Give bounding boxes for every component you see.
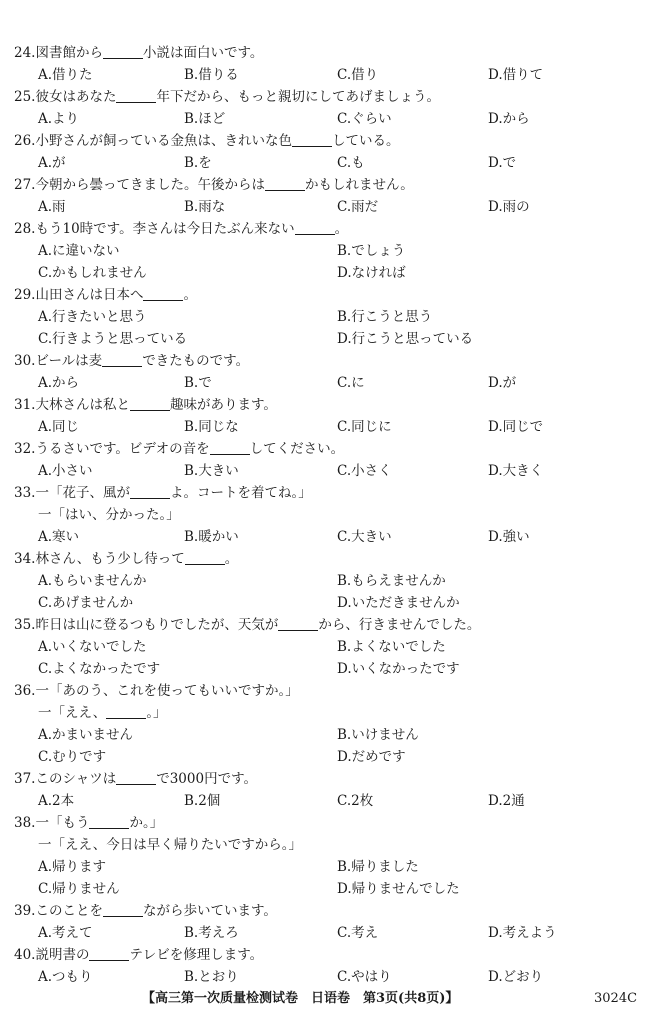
answer-blank: [130, 396, 170, 411]
answer-blank: [106, 704, 146, 719]
options-row: [14, 636, 614, 658]
question-33: [14, 482, 614, 548]
question-26: [14, 130, 614, 174]
question-stem: [14, 680, 614, 702]
option-c: C.むりです: [38, 749, 107, 765]
stem-text: 。: [334, 221, 349, 237]
question-stem: [14, 130, 614, 152]
option-c: C.やはり: [337, 969, 392, 985]
stem-text: もう10時です。李さんは今日たぶん来ない: [35, 221, 295, 237]
options-row: [14, 790, 614, 812]
footer-code: 3024C: [594, 991, 638, 1006]
option-d: D.行こうと思っている: [337, 331, 474, 347]
option-a: A.雨: [38, 199, 66, 215]
page-footer: [0, 988, 648, 1010]
options-row: [14, 152, 614, 174]
option-b: B.帰りました: [337, 859, 419, 875]
dialog-line: [14, 504, 614, 526]
options-row: [14, 108, 614, 130]
option-c: C.考え: [337, 925, 379, 941]
question-stem: [14, 614, 614, 636]
option-b: B.もらえませんか: [337, 573, 446, 589]
answer-blank: [185, 550, 225, 565]
question-stem: [14, 900, 614, 922]
option-b: B.考えろ: [184, 925, 239, 941]
option-a: A.2本: [38, 793, 75, 809]
options-row: [14, 746, 614, 768]
footer-title: 【高三第一次质量检测试卷 日语卷 第3页(共8页)】: [142, 991, 459, 1006]
stem-text: から、行きませんでした。: [318, 617, 481, 633]
question-stem: [14, 812, 614, 834]
option-d: D.2通: [488, 793, 525, 809]
option-b: B.で: [184, 375, 212, 391]
stem-text: してください。: [249, 441, 345, 457]
option-a: A.小さい: [38, 463, 93, 479]
option-b: B.暖かい: [184, 529, 239, 545]
stem-text: 小野さんが飼っている金魚は、きれいな色: [35, 133, 292, 149]
question-stem: [14, 438, 614, 460]
option-a: A.が: [38, 155, 66, 171]
stem-text: 山田さんは日本へ: [35, 287, 144, 303]
question-stem: [14, 350, 614, 372]
question-number: 40.: [14, 947, 36, 963]
dialog-line: [14, 834, 614, 856]
option-d: D.いただきませんか: [337, 595, 460, 611]
question-25: [14, 86, 614, 130]
answer-blank: [265, 176, 305, 191]
option-a: A.同じ: [38, 419, 80, 435]
question-stem: [14, 482, 614, 504]
option-d: D.強い: [488, 529, 530, 545]
option-b: B.ほど: [184, 111, 226, 127]
dialog-text: 一「ええ、今日は早く帰りたいですから。」: [38, 837, 303, 853]
stem-text: テレビを修理します。: [129, 947, 264, 963]
question-stem: [14, 944, 614, 966]
question-34: [14, 548, 614, 614]
question-35: [14, 614, 614, 680]
stem-text: うるさいです。ビデオの音を: [35, 441, 210, 457]
answer-blank: [103, 44, 143, 59]
answer-blank: [116, 88, 156, 103]
option-d: D.どおり: [488, 969, 544, 985]
option-b: B.を: [184, 155, 212, 171]
option-a: A.に違いない: [38, 243, 120, 259]
stem-text: 。: [224, 551, 239, 567]
option-c: C.帰りません: [38, 881, 120, 897]
stem-text: 昨日は山に登るつもりでしたが、天気が: [35, 617, 279, 633]
option-d: D.だめです: [337, 749, 406, 765]
option-c: C.あげませんか: [38, 595, 134, 611]
stem-text: ながら歩いています。: [142, 903, 277, 919]
option-b: B.2個: [184, 793, 221, 809]
question-number: 34.: [14, 551, 36, 567]
stem-text: ビールは麦: [35, 353, 103, 369]
option-d: D.同じで: [488, 419, 544, 435]
option-d: D.帰りませんでした: [337, 881, 460, 897]
option-c: C.ぐらい: [337, 111, 392, 127]
option-a: A.より: [38, 111, 80, 127]
option-a: A.行きたいと思う: [38, 309, 147, 325]
stem-text: 説明書の: [35, 947, 90, 963]
option-c: C.よくなかったです: [38, 661, 161, 677]
question-number: 39.: [14, 903, 36, 919]
question-number: 28.: [14, 221, 36, 237]
question-38: [14, 812, 614, 900]
option-b: B.雨な: [184, 199, 226, 215]
option-d: D.が: [488, 375, 517, 391]
question-30: [14, 350, 614, 394]
question-number: 24.: [14, 45, 36, 61]
option-c: C.も: [337, 155, 365, 171]
option-d: D.借りて: [488, 67, 544, 83]
option-a: A.かまいません: [38, 727, 134, 743]
question-number: 30.: [14, 353, 36, 369]
question-stem: [14, 218, 614, 240]
option-a: A.借りた: [38, 67, 93, 83]
stem-text: 一「あのう、これを使ってもいいですか。」: [35, 683, 299, 699]
answer-blank: [116, 770, 156, 785]
options-row: [14, 306, 614, 328]
question-number: 26.: [14, 133, 36, 149]
option-a: A.もらいませんか: [38, 573, 147, 589]
option-b: B.借りる: [184, 67, 239, 83]
options-row: [14, 64, 614, 86]
option-c: C.行きようと思っている: [38, 331, 188, 347]
stem-text: できたものです。: [142, 353, 250, 369]
question-number: 35.: [14, 617, 36, 633]
dialog-line: [14, 702, 614, 724]
question-stem: [14, 548, 614, 570]
question-stem: [14, 42, 614, 64]
question-29: [14, 284, 614, 350]
stem-text: このシャツは: [35, 771, 117, 787]
stem-text: かもしれません。: [304, 177, 414, 193]
option-b: B.いけません: [337, 727, 419, 743]
question-number: 38.: [14, 815, 36, 831]
option-b: B.同じな: [184, 419, 239, 435]
option-c: C.雨だ: [337, 199, 379, 215]
option-c: C.大きい: [337, 529, 392, 545]
option-b: B.よくないでした: [337, 639, 446, 655]
options-row: [14, 262, 614, 284]
dialog-text: 一「ええ、: [38, 705, 107, 721]
option-c: C.かもしれません: [38, 265, 147, 281]
question-stem: [14, 284, 614, 306]
option-d: D.から: [488, 111, 530, 127]
option-a: A.つもり: [38, 969, 93, 985]
question-32: [14, 438, 614, 482]
option-a: A.寒い: [38, 529, 80, 545]
option-b: B.とおり: [184, 969, 239, 985]
option-d: D.なければ: [337, 265, 406, 281]
option-c: C.小さく: [337, 463, 392, 479]
question-31: [14, 394, 614, 438]
option-a: A.から: [38, 375, 80, 391]
options-row: [14, 372, 614, 394]
stem-text: している。: [331, 133, 400, 149]
stem-text: このことを: [35, 903, 103, 919]
dialog-text: 。」: [146, 705, 167, 721]
answer-blank: [278, 616, 318, 631]
question-stem: [14, 86, 614, 108]
stem-text: か。」: [129, 815, 164, 831]
stem-text: 一「もう: [35, 815, 90, 831]
options-row: [14, 658, 614, 680]
stem-text: 彼女はあなた: [35, 89, 117, 105]
option-c: C.同じに: [337, 419, 392, 435]
answer-blank: [89, 946, 129, 961]
option-d: D.雨の: [488, 199, 530, 215]
stem-text: 趣味があります。: [169, 397, 277, 413]
question-39: [14, 900, 614, 944]
question-36: [14, 680, 614, 768]
option-d: D.大きく: [488, 463, 544, 479]
stem-text: 。: [183, 287, 197, 303]
stem-text: 年下だから、もっと親切にしてあげましょう。: [156, 89, 440, 105]
option-d: D.いくなかったです: [337, 661, 460, 677]
options-row: [14, 240, 614, 262]
option-a: A.いくないでした: [38, 639, 147, 655]
stem-text: 小説は面白いです。: [142, 45, 264, 61]
option-b: B.でしょう: [337, 243, 406, 259]
option-c: C.借り: [337, 67, 379, 83]
answer-blank: [89, 814, 129, 829]
answer-blank: [130, 484, 170, 499]
option-b: B.大きい: [184, 463, 239, 479]
stem-text: よ。コートを着てね。」: [169, 485, 312, 501]
options-row: [14, 328, 614, 350]
question-24: [14, 42, 614, 86]
question-40: [14, 944, 614, 988]
answer-blank: [143, 286, 183, 301]
stem-text: 図書館から: [35, 45, 103, 61]
question-stem: [14, 394, 614, 416]
question-number: 36.: [14, 683, 36, 699]
option-d: D.で: [488, 155, 517, 171]
options-row: [14, 724, 614, 746]
option-c: C.2枚: [337, 793, 374, 809]
options-row: [14, 416, 614, 438]
question-number: 37.: [14, 771, 36, 787]
question-number: 29.: [14, 287, 36, 303]
question-number: 33.: [14, 485, 36, 501]
stem-text: 今朝から曇ってきました。午後からは: [35, 177, 265, 193]
stem-text: 大林さんは私と: [35, 397, 130, 413]
question-list: [14, 42, 614, 988]
question-27: [14, 174, 614, 218]
answer-blank: [210, 440, 250, 455]
question-stem: [14, 174, 614, 196]
question-number: 27.: [14, 177, 36, 193]
answer-blank: [295, 220, 335, 235]
dialog-text: 一「はい、分かった。」: [38, 507, 180, 523]
options-row: [14, 856, 614, 878]
option-d: D.考えよう: [488, 925, 557, 941]
option-b: B.行こうと思う: [337, 309, 433, 325]
question-stem: [14, 768, 614, 790]
options-row: [14, 196, 614, 218]
option-c: C.に: [337, 375, 365, 391]
question-number: 31.: [14, 397, 36, 413]
options-row: [14, 922, 614, 944]
stem-text: 林さん、もう少し待って: [35, 551, 185, 567]
question-number: 32.: [14, 441, 36, 457]
options-row: [14, 526, 614, 548]
options-row: [14, 570, 614, 592]
options-row: [14, 878, 614, 900]
option-a: A.帰ります: [38, 859, 107, 875]
options-row: [14, 460, 614, 482]
question-28: [14, 218, 614, 284]
answer-blank: [103, 902, 143, 917]
option-a: A.考えて: [38, 925, 93, 941]
answer-blank: [292, 132, 332, 147]
stem-text: 一「花子、風が: [35, 485, 130, 501]
answer-blank: [102, 352, 142, 367]
question-number: 25.: [14, 89, 36, 105]
options-row: [14, 966, 614, 988]
stem-text: で3000円です。: [156, 771, 257, 787]
question-37: [14, 768, 614, 812]
options-row: [14, 592, 614, 614]
